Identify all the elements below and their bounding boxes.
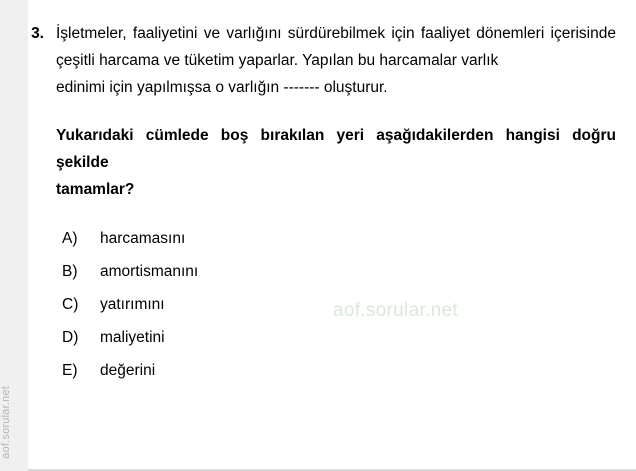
answer-option-a[interactable] xyxy=(62,229,616,262)
question-text-line: için faaliyet dönemleri içerisinde çeşitli harcama xyxy=(56,25,616,69)
question-text xyxy=(56,20,616,101)
answer-option-c[interactable] xyxy=(62,295,616,328)
answer-options-list xyxy=(20,229,616,394)
option-text: amortismanını xyxy=(100,263,199,280)
center-watermark-text: aof.sorular.net xyxy=(333,300,458,321)
option-letter: B) xyxy=(62,263,78,280)
answer-option-b[interactable] xyxy=(62,262,616,295)
question-prompt xyxy=(56,101,616,203)
option-letter: D) xyxy=(62,329,79,346)
question-prompt-line: aşağıdakilerden hangisi doğru şekilde xyxy=(56,127,616,171)
question-prompt-line: tamamlar? xyxy=(56,181,135,198)
option-letter: A) xyxy=(62,230,78,247)
option-text: maliyetini xyxy=(100,329,165,346)
question-number: 3. xyxy=(31,25,44,42)
option-text: harcamasını xyxy=(100,230,186,247)
answer-option-e[interactable] xyxy=(62,361,616,394)
question-block xyxy=(20,20,616,203)
question-prompt-line: Yukarıdaki cümlede boş bırakılan yeri xyxy=(56,127,365,144)
side-watermark-text: aof.sorular.net xyxy=(0,386,12,459)
option-text: yatırımını xyxy=(100,296,165,313)
answer-option-d[interactable] xyxy=(62,328,616,361)
question-body xyxy=(50,20,616,203)
option-text: değerini xyxy=(100,362,156,379)
option-letter: C) xyxy=(62,296,79,313)
option-letter: E) xyxy=(62,362,78,379)
question-text-line: İşletmeler, faaliyetini ve varlığını sürdürebilmek xyxy=(56,25,386,42)
question-text-line: ve tüketim yaparlar. Yapılan bu harcamalar varlık xyxy=(163,52,499,69)
question-content xyxy=(20,20,616,394)
question-text-line: edinimi için yapılmışsa o varlığın ------- oluşturur. xyxy=(56,79,388,96)
